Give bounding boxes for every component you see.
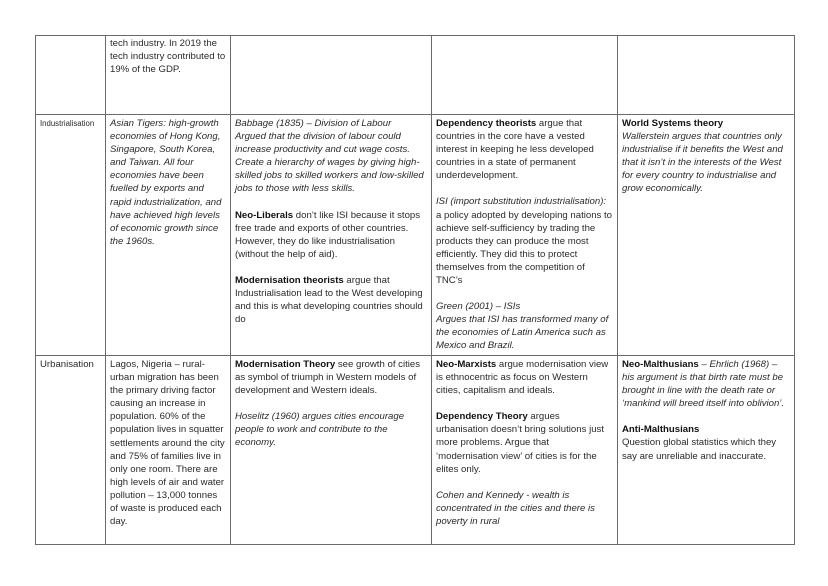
modernisation-text: see growth of cities as symbol of triumph in Western models of development and Western ideals. bbox=[235, 359, 421, 397]
table-row bbox=[36, 356, 795, 545]
theory-cell bbox=[231, 36, 432, 115]
table-row bbox=[36, 36, 795, 115]
modernisation-block bbox=[235, 358, 427, 397]
modernisation-term: Modernisation Theory bbox=[235, 359, 336, 370]
world-systems-heading: World Systems theory bbox=[622, 118, 724, 129]
theory-cell bbox=[231, 115, 432, 356]
isi-text: a policy adopted by developing nations to achieve self-sufficiency by trading the products they can produce the most efficiently. They did this to protect themselves from the competition of TNC’s bbox=[436, 209, 613, 287]
dependency-term: Dependency Theory bbox=[436, 411, 528, 423]
babbage-heading: Babbage (1835) – Division of Labour bbox=[235, 118, 392, 129]
case-study-text: tech industry. In 2019 the tech industry contributed to 19% of the GDP. bbox=[110, 38, 226, 76]
case-study-text: Asian Tigers: high-growth economies of Hong Kong, Singapore, South Korea, and Taiwan. All four economies have been fuelled by exports and rapid industrialization, and have achieved high levels of economic growth since the 1960s. bbox=[110, 118, 222, 247]
topic-cell bbox=[36, 115, 106, 356]
topic-cell bbox=[36, 356, 106, 545]
neomalthusians-dash: – bbox=[698, 359, 710, 370]
other-views-cell bbox=[618, 115, 795, 356]
dependency-block bbox=[436, 410, 613, 475]
topic-label: Industrialisation bbox=[40, 119, 95, 128]
modernisation-term: Modernisation theorists bbox=[235, 274, 344, 286]
dependency-text: argue that countries in the core have a vested interest in keeping he less developed countries in a state of permanent underdevelopment. bbox=[436, 118, 594, 182]
neoliberals-block bbox=[235, 209, 427, 261]
critique-cell bbox=[432, 36, 618, 115]
neomalthusians-text: Ehrlich (1968) – his argument is that birth rate must be brought in line with the death rate or ‘mankind will breed itself into oblivion’. bbox=[622, 359, 785, 410]
case-study-cell bbox=[106, 36, 231, 115]
hoselitz-block: Hoselitz (1960) argues cities encourage people to work and contribute to the economy. bbox=[235, 411, 405, 449]
green-block bbox=[436, 300, 613, 352]
case-study-text: Lagos, Nigeria – rural-urban migration has been the primary driving factor causing an increase in population. 60% of the population lives in squatter settlements around the city and 75% of families live in only one room. There are high levels of air and water pollution – 13,000 tonnes of waste is produced each day. bbox=[110, 359, 225, 528]
dependency-text: argues urbanisation doesn’t bring solutions just more problems. Argue that ‘modernisation view’ of cities is for the elites only. bbox=[436, 411, 604, 475]
isi-block bbox=[436, 195, 613, 287]
modernisation-text: argue that Industrialisation lead to the West developing and this is what developing countries should do bbox=[235, 274, 423, 326]
isi-term: ISI (import substitution industrialisation): bbox=[436, 196, 607, 208]
cohen-kennedy-block: Cohen and Kennedy - wealth is concentrated in the cities and there is poverty in rural bbox=[436, 489, 595, 527]
neomarxists-block bbox=[436, 358, 613, 397]
green-text: Argues that ISI has transformed many of the economies of Latin America such as Mexico and Brazil. bbox=[436, 314, 609, 352]
world-systems-block bbox=[622, 117, 790, 196]
theory-cell bbox=[231, 356, 432, 545]
babbage-block bbox=[235, 117, 427, 196]
antimalthusians-text: Question global statistics which they say are unreliable and inaccurate. bbox=[622, 437, 777, 462]
dependency-term: Dependency theorists bbox=[436, 118, 537, 129]
topic-label: Urbanisation bbox=[40, 359, 94, 370]
dependency-block bbox=[436, 117, 613, 182]
babbage-text: Argued that the division of labour could increase productivity and cut wage costs. Create a hierarchy of wages by giving high-skilled jobs to skilled workers and low-skilled jobs to those with less skills. bbox=[235, 131, 424, 195]
neoliberals-text: don’t like ISI because it stops free trade and exports of other countries. However, they do like industrialisation (without the help of aid). bbox=[235, 209, 421, 260]
notes-table bbox=[35, 35, 795, 545]
other-views-cell bbox=[618, 36, 795, 115]
neoliberals-term: Neo-Liberals bbox=[235, 209, 294, 221]
neomarxists-term: Neo-Marxists bbox=[436, 359, 497, 370]
green-heading: Green (2001) – ISIs bbox=[436, 301, 521, 313]
antimalthusians-block bbox=[622, 423, 790, 462]
topic-cell bbox=[36, 36, 106, 115]
table-row bbox=[36, 115, 795, 356]
case-study-cell bbox=[106, 115, 231, 356]
neomalthusians-block bbox=[622, 358, 790, 410]
neomalthusians-term: Neo-Malthusians bbox=[622, 359, 699, 370]
world-systems-text: Wallerstein argues that countries only industrialise if it benefits the West and that it isn’t in the interests of the West for every country to industrialise and grow economically. bbox=[622, 131, 783, 195]
critique-cell bbox=[432, 115, 618, 356]
critique-cell bbox=[432, 356, 618, 545]
antimalthusians-heading: Anti-Malthusians bbox=[622, 424, 700, 436]
other-views-cell bbox=[618, 356, 795, 545]
neomarxists-text: argue modernisation view is ethnocentric as focus on Western cities, capitalism and ideals. bbox=[436, 359, 609, 397]
case-study-cell bbox=[106, 356, 231, 545]
modernisation-block bbox=[235, 274, 427, 326]
